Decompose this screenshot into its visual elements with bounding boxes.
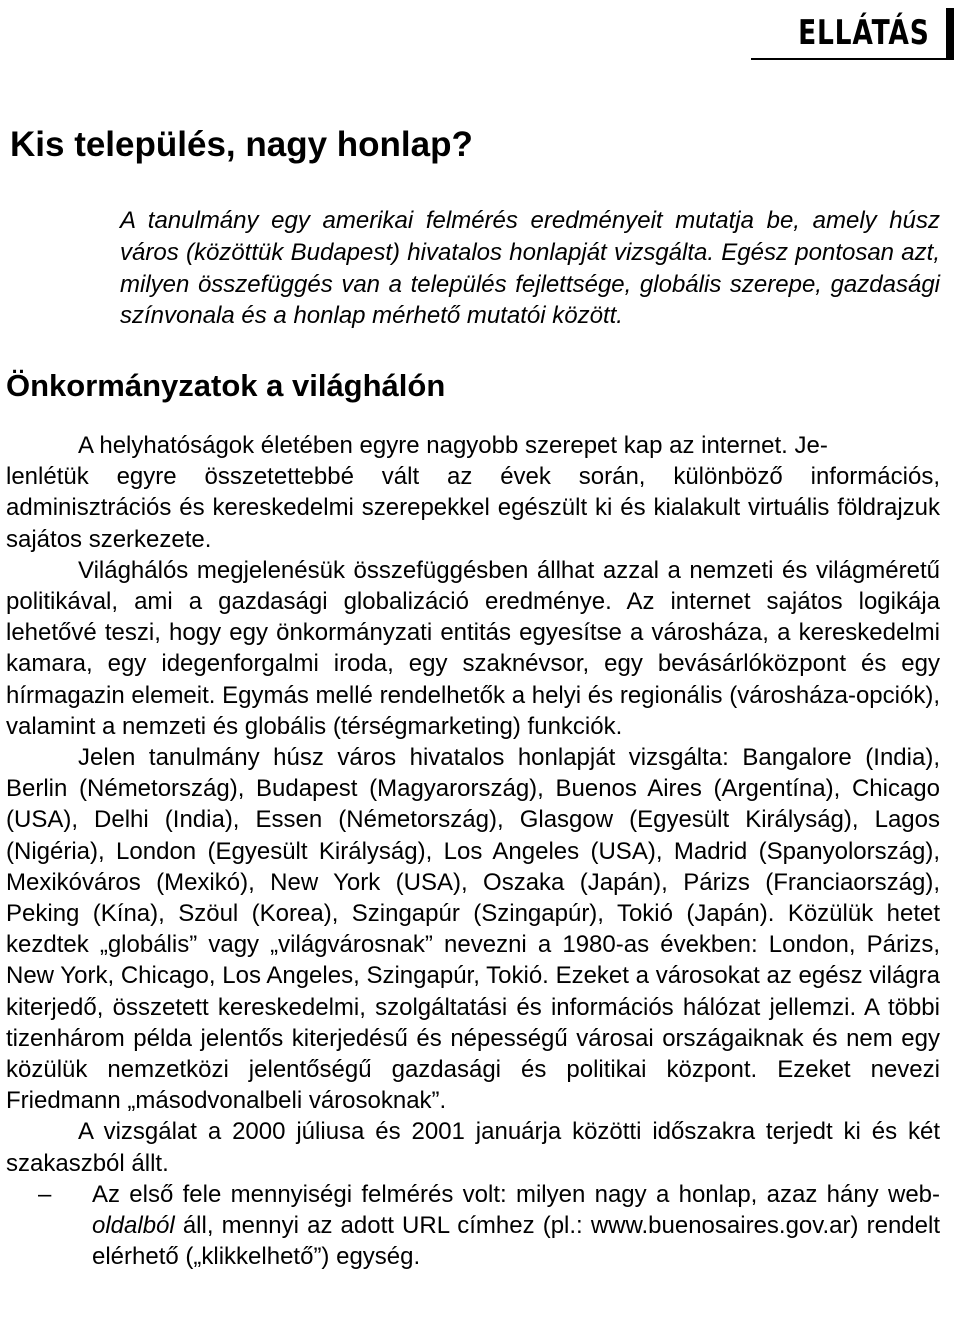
- bullet-text-start: Az első fele mennyiségi felmérés volt: milyen nagy a honlap, azaz hány web-: [92, 1180, 940, 1208]
- bullet-text-end: áll, mennyi az adott URL címhez (pl.: www.buenosaires.gov.ar) rendelt elérhető („klikkelhető”) egység.: [92, 1212, 940, 1271]
- paragraph: A vizsgálat a 2000 júliusa és 2001 januárja közötti időszakra terjedt ki és két szakaszból állt.: [6, 1118, 940, 1177]
- paragraph: lenlétük egyre összetettebbé vált az évek során, különböző információs, adminisztrációs és kereskedelmi szerepekkel egészült ki és kialakult virtuális földrajzuk sajátos szerkezete.: [6, 463, 940, 553]
- paragraph: Világhálós megjelenésük összefüggésben állhat azzal a nemzeti és világméretű politikával, ami a gazdasági globalizáció eredménye. Az internet sajátos logikája lehetővé teszi, hogy egy önkormányzati entitás egyesítse a városháza, a kereskedelmi kamara, egy idegenforgalmi iroda, egy szaknévsor, egy bevásárlóközpont és egy hírmagazin elemeit. Egymás mellé rendelhetők a helyi és regionális (városháza-opciók), valamint a nemzeti és globális (térségmarketing) funkciók.: [6, 556, 940, 740]
- section-tag-text: ELLÁTÁS: [798, 13, 930, 53]
- section-heading: Önkormányzatok a világhálón: [6, 368, 446, 403]
- article-abstract: A tanulmány egy amerikai felmérés eredményeit mutatja be, amely húsz város (közöttük Budapest) hivatalos honlapját vizsgálta. Egész pontosan azt, milyen összefüggés van a település fejlettsége, globális szerepe, gazdasági színvonala és a honlap mérhető mutatói között.: [120, 207, 940, 330]
- bullet-text: [92, 1179, 940, 1273]
- paragraph-lead: A helyhatóságok életében egyre nagyobb szerepet kap az internet. Je-: [78, 432, 828, 459]
- article-body: [6, 430, 940, 1272]
- bullet-dash: –: [38, 1180, 52, 1208]
- section-tag: [751, 8, 954, 60]
- article-title: Kis település, nagy honlap?: [10, 125, 473, 164]
- bullet-text-italic: oldalból: [92, 1212, 175, 1240]
- paragraph: Jelen tanulmány húsz város hivatalos honlapját vizsgálta: Bangalore (India), Berlin (Németország), Budapest (Magyarország), Buenos Aires (Argentína), Chicago (USA), Delhi (India), Essen (Németország), Glasgow (Egyesült Királyság), Lagos (Nigéria), London (Egyesült Királyság), Los Angeles (USA), Madrid (Spanyolország), Mexikóváros (Mexikó), New York (USA), Oszaka (Japán), Párizs (Franciaország), Peking (Kína), Szöul (Korea), Szingapúr (Szingapúr), Tokió (Japán). Közülük hetet kezdtek „globális” vagy „világvárosnak” nevezni a 1980-as években: London, Párizs, New York, Chicago, Los Angeles, Szingapúr, Tokió. Ezeket a városokat az egész világra kiterjedő, összetett kereskedelmi, szolgáltatási és információs hálózat jellemzi. A többi tizenhárom példa jelentős kiterjedésű és népességű városai országaiknak és nem egy közülük nemzetközi jelentőségű gazdasági és politikai központ. Ezeket nevezi Friedmann „másodvonalbeli városoknak”.: [6, 744, 940, 1115]
- bullet-item: [6, 1179, 940, 1273]
